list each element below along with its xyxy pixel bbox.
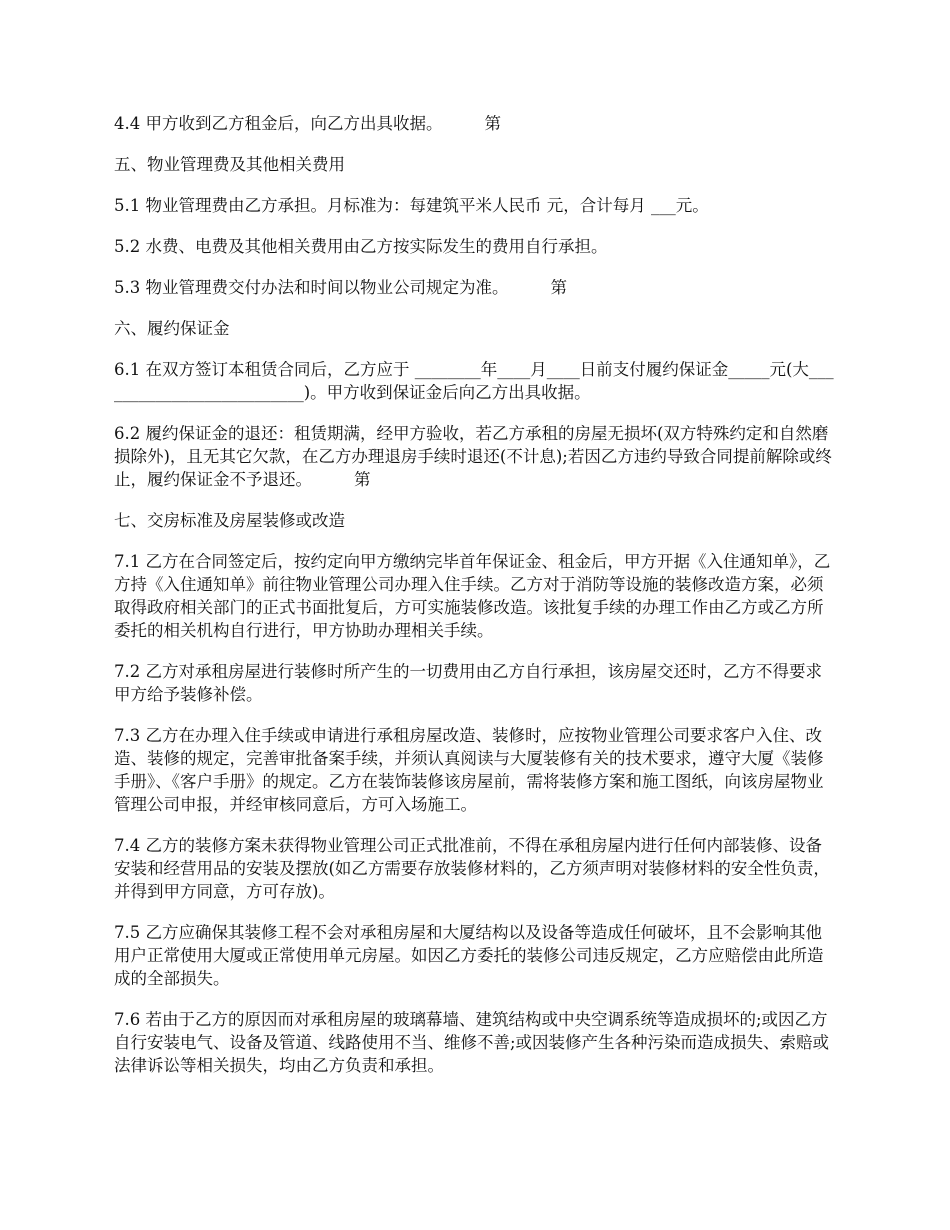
clause-7-4: 7.4 乙方的装修方案未获得物业管理公司正式批准前，不得在承租房屋内进行任何内部装修、设备安装和经营用品的安装及摆放(如乙方需要存放装修材料的，乙方须声明对装修材料的安全性负责，并得到甲方同意，方可存放)。 <box>114 836 830 901</box>
clause-7-5: 7.5 乙方应确保其装修工程不会对承租房屋和大厦结构以及设备等造成任何破坏，且不会影响其他用户正常使用大厦或正常使用单元房屋。如因乙方委托的装修公司违反规定，乙方应赔偿由此所造成的全部损失。 <box>114 923 824 988</box>
section-heading-7: 七、交房标准及房屋装修或改造 <box>114 511 345 530</box>
clause-7-1: 7.1 乙方在合同签定后，按约定向甲方缴纳完毕首年保证金、租金后，甲方开据《入住通知单》，乙方持《入住通知单》前往物业管理公司办理入住手续。乙方对于消防等设施的装修改造方案，必须取得政府相关部门的正式书面批复后，方可实施装修改造。该批复手续的办理工作由乙方或乙方所委托的相关机构自行进行，甲方协助办理相关手续。 <box>114 552 831 640</box>
clause-4-4: 4.4 甲方收到乙方租金后，向乙方出具收据。 第 <box>114 114 501 133</box>
document-body <box>114 112 838 1095</box>
clause-6-1: 6.1 在双方签订本租赁合同后，乙方应于 ________年____月____日前支付履约保证金_____元(大__________________________)。甲方收到保证金后向乙方出具收据。 <box>114 360 834 402</box>
clause-5-3: 5.3 物业管理费交付办法和时间以物业公司规定为准。 第 <box>114 278 567 297</box>
clause-7-6: 7.6 若由于乙方的原因而对承租房屋的玻璃幕墙、建筑结构或中央空调系统等造成损坏的;或因乙方自行安装电气、设备及管道、线路使用不当、维修不善;或因装修产生各种污染而造成损失、索赔或法律诉讼等相关损失，均由乙方负责和承担。 <box>114 1010 830 1075</box>
clause-7-2: 7.2 乙方对承租房屋进行装修时所产生的一切费用由乙方自行承担，该房屋交还时，乙方不得要求甲方给予装修补偿。 <box>114 662 822 704</box>
section-heading-5: 五、物业管理费及其他相关费用 <box>114 155 345 174</box>
clause-7-3: 7.3 乙方在办理入住手续或申请进行承租房屋改造、装修时，应按物业管理公司要求客户入住、改造、装修的规定，完善审批备案手续，并须认真阅读与大厦装修有关的技术要求，遵守大厦《装修手册》、《客户手册》的规定。乙方在装饰装修该房屋前，需将装修方案和施工图纸，向该房屋物业管理公司申报，并经审核同意后，方可入场施工。 <box>114 726 824 814</box>
clause-5-2: 5.2 水费、电费及其他相关费用由乙方按实际发生的费用自行承担。 <box>114 237 608 256</box>
section-heading-6: 六、履约保证金 <box>114 319 230 338</box>
clause-6-2: 6.2 履约保证金的退还：租赁期满，经甲方验收，若乙方承租的房屋无损坏(双方特殊约定和自然磨损除外)，且无其它欠款，在乙方办理退房手续时退还(不计息);若因乙方违约导致合同提前解除或终止，履约保证金不予退还。 第 <box>114 424 832 489</box>
clause-5-1: 5.1 物业管理费由乙方承担。月标准为：每建筑平米人民币 元，合计每月 ___元。 <box>114 196 709 215</box>
